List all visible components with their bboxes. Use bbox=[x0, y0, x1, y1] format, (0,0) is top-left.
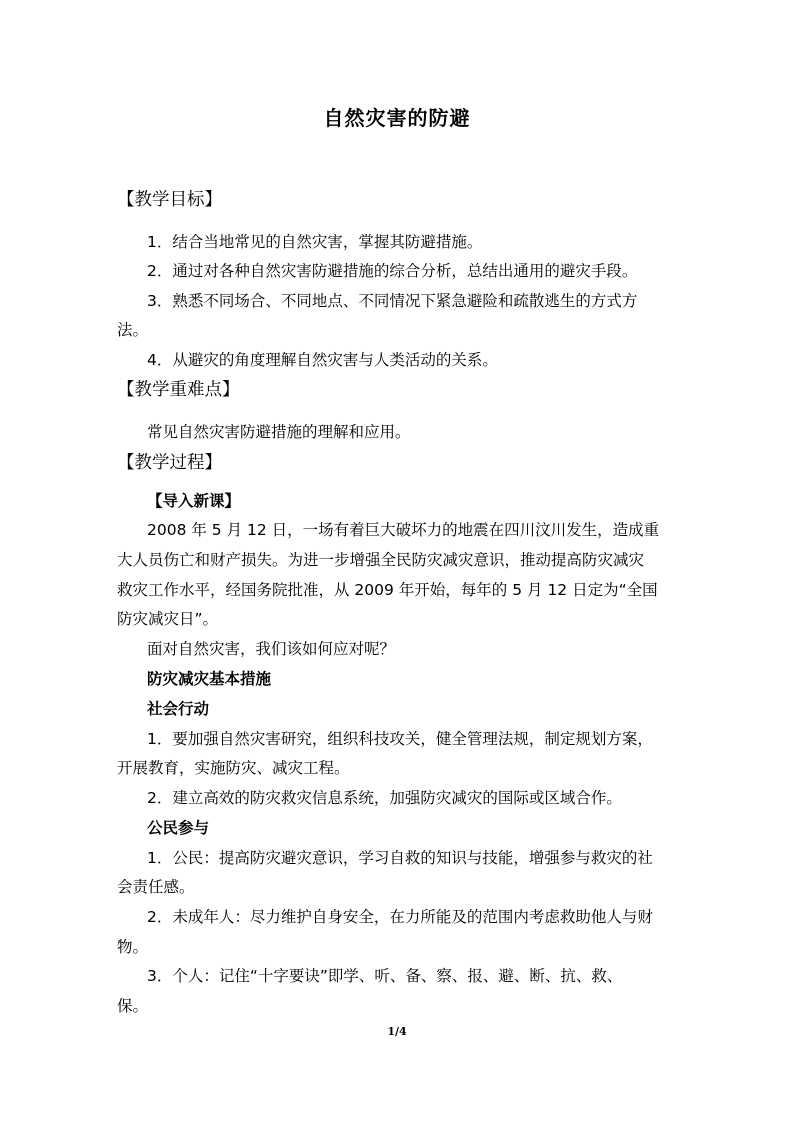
intro-paragraph-line: 救灾工作水平，经国务院批准，从 2009 年开始，每年的 5 月 12 日定为“全国 bbox=[117, 581, 658, 599]
citizen-participation-line: 会责任感。 bbox=[117, 878, 195, 896]
intro-paragraph-line: 2008 年 5 月 12 日，一场有着巨大破坏力的地震在四川汶川发生，造成重 bbox=[147, 521, 660, 539]
objective-item: 2．通过对各种自然灾害防避措施的综合分析，总结出通用的避灾手段。 bbox=[147, 262, 638, 280]
key-points-text: 常见自然灾害防避措施的理解和应用。 bbox=[147, 423, 411, 441]
citizen-participation-line: 3．个人：记住“十字要诀”即学、听、备、察、报、避、断、抗、救、 bbox=[147, 967, 623, 985]
objective-item: 1．结合当地常见的自然灾害，掌握其防避措施。 bbox=[147, 233, 483, 251]
intro-paragraph-line: 防灾减灾日”。 bbox=[117, 610, 219, 628]
measures-heading: 防灾减灾基本措施 bbox=[147, 670, 272, 688]
intro-heading: 【导入新课】 bbox=[147, 492, 241, 510]
section-heading-key-points: 【教学重难点】 bbox=[117, 380, 240, 400]
social-action-line: 1．要加强自然灾害研究，组织科技攻关，健全管理法规，制定规划方案， bbox=[147, 730, 653, 748]
citizen-participation-line: 保。 bbox=[117, 997, 149, 1015]
objective-item-continuation: 法。 bbox=[117, 321, 149, 339]
intro-question: 面对自然灾害，我们该如何应对呢？ bbox=[147, 640, 396, 658]
social-action-line: 开展教育，实施防灾、减灾工程。 bbox=[117, 759, 350, 777]
social-action-heading: 社会行动 bbox=[147, 700, 210, 718]
intro-paragraph-line: 大人员伤亡和财产损失。为进一步增强全民防灾减灾意识，推动提高防灾减灾 bbox=[117, 551, 645, 569]
section-heading-process: 【教学过程】 bbox=[117, 453, 222, 473]
section-heading-objectives: 【教学目标】 bbox=[117, 190, 222, 210]
citizen-participation-line: 物。 bbox=[117, 938, 149, 956]
document-title: 自然灾害的防避 bbox=[323, 106, 471, 130]
citizen-participation-line: 1．公民：提高防灾避灾意识，学习自救的知识与技能，增强参与救灾的社 bbox=[147, 849, 653, 867]
objective-item: 4．从避灾的角度理解自然灾害与人类活动的关系。 bbox=[147, 351, 498, 369]
objective-item: 3．熟悉不同场合、不同地点、不同情况下紧急避险和疏散逃生的方式方 bbox=[147, 292, 638, 310]
citizen-participation-line: 2．未成年人：尽力维护自身安全，在力所能及的范围内考虑救助他人与财 bbox=[147, 908, 653, 926]
page-number: 1/4 bbox=[387, 1025, 407, 1038]
social-action-line: 2．建立高效的防灾救灾信息系统，加强防灾减灾的国际或区域合作。 bbox=[147, 789, 622, 807]
citizen-participation-heading: 公民参与 bbox=[147, 819, 210, 837]
